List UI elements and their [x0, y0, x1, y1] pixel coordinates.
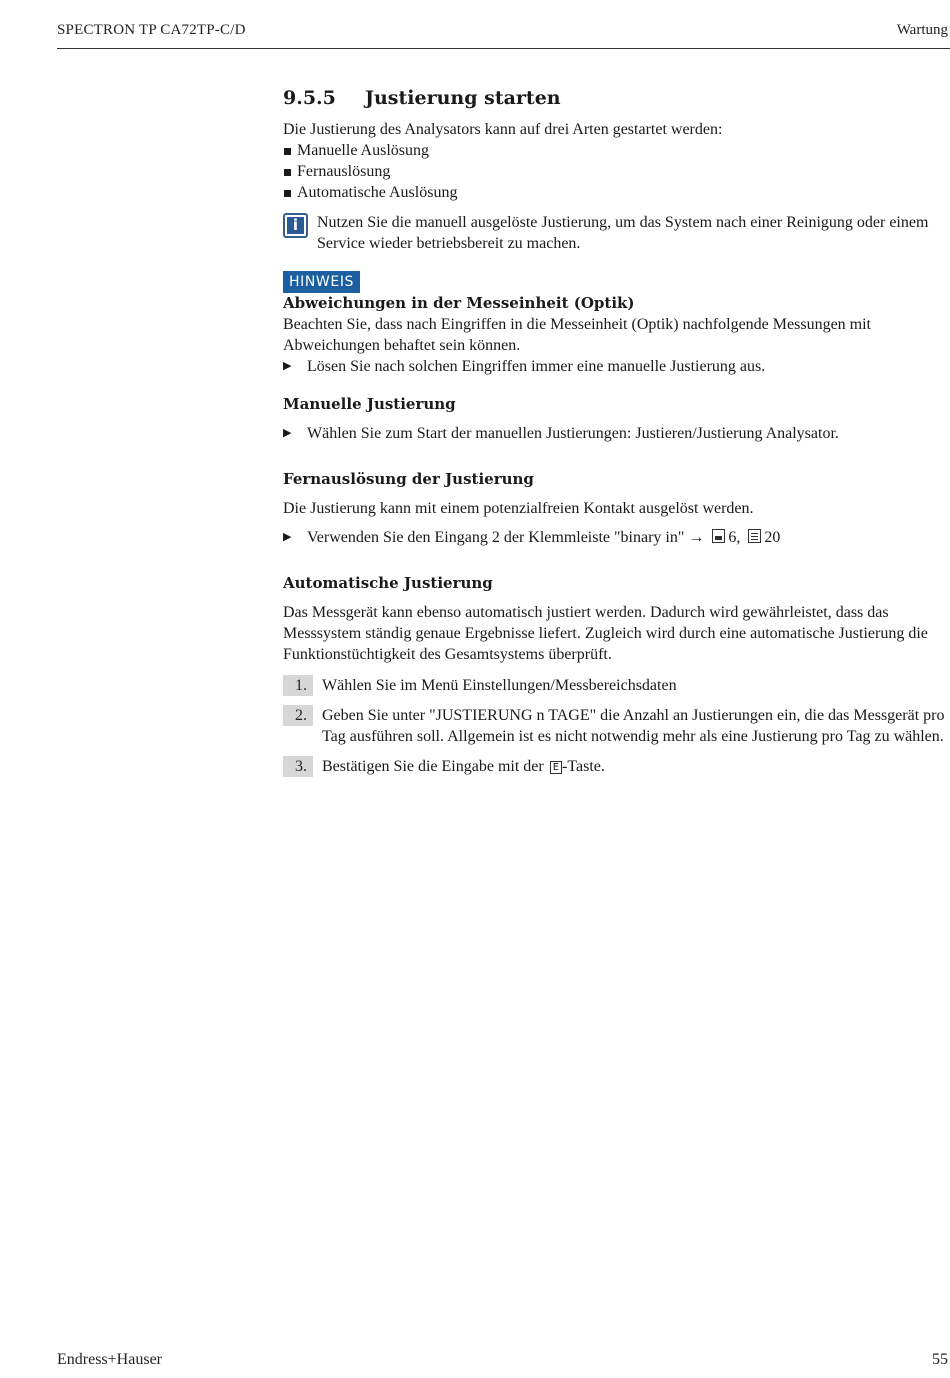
triangle-right-icon: ▶ [283, 427, 292, 439]
intro-paragraph: Die Justierung des Analysators kann auf drei Arten gestartet werden: [283, 121, 723, 138]
step-number: 2. [283, 705, 313, 726]
page-reference-icon [748, 529, 761, 543]
section-heading: Justierung starten [365, 87, 561, 109]
step-number: 1. [283, 675, 313, 696]
header-rule [57, 48, 950, 49]
notice-text: Beachten Sie, dass nach Eingriffen in die Messeinheit (Optik) nachfolgende Messungen mit Abweichungen behaftet sein können. [283, 316, 871, 354]
section-title [283, 88, 950, 109]
steps-list [283, 675, 950, 777]
remote-text: Die Justierung kann mit einem potenzialfreien Kontakt ausgelöst werden. [283, 500, 754, 517]
figure-reference: 6, [728, 529, 741, 546]
notice-action: ▶ Lösen Sie nach solchen Eingriffen immer eine manuelle Justierung aus. [283, 358, 766, 375]
step-item [283, 705, 950, 747]
list-item: Fernauslösung [283, 161, 950, 182]
header-product-name: SPECTRON TP CA72TP-C/D [57, 22, 246, 38]
notice-heading: Abweichungen in der Messeinheit (Optik) [283, 294, 635, 312]
list-item: Automatische Auslösung [283, 182, 950, 203]
remote-heading: Fernauslösung der Justierung [283, 470, 534, 488]
header-chapter: Wartung [896, 22, 948, 38]
figure-reference-icon [712, 529, 725, 543]
triangle-right-icon: ▶ [283, 531, 292, 543]
bullet-square-icon [284, 190, 291, 197]
remote-action: ▶ Verwenden Sie den Eingang 2 der Klemmleiste "binary in" → 6, 20 [283, 529, 781, 546]
page-content [283, 88, 950, 786]
info-text: Nutzen Sie die manuell ausgelöste Justierung, um das System nach einer Reinigung oder einem Service wieder betriebsbereit zu machen. [317, 214, 929, 252]
arrow-right-icon: → [688, 529, 705, 546]
list-item: Manuelle Auslösung [283, 140, 950, 161]
triangle-right-icon: ▶ [283, 360, 292, 372]
step-text: Geben Sie unter "JUSTIERUNG n TAGE" die Anzahl an Justierungen ein, die das Messgerät pro Tag ausführen soll. Allgemein ist es nicht notwendig mehr als eine Justierung pro Tag zu wählen. [322, 707, 945, 745]
auto-heading: Automatische Justierung [283, 574, 493, 592]
section-number: 9.5.5 [283, 87, 336, 109]
step-item [283, 756, 950, 777]
info-icon: i [283, 213, 308, 238]
notice-badge: HINWEIS [283, 271, 360, 293]
page-number: 55 [932, 1351, 948, 1368]
methods-list [283, 140, 950, 203]
bullet-square-icon [284, 148, 291, 155]
bullet-square-icon [284, 169, 291, 176]
step-number: 3. [283, 756, 313, 777]
step-item [283, 675, 950, 696]
page-reference: 20 [764, 529, 781, 546]
footer-brand: Endress+Hauser [57, 1351, 162, 1368]
auto-text: Das Messgerät kann ebenso automatisch justiert werden. Dadurch wird gewährleistet, dass das Messsystem ständig genaue Ergebnisse liefert. Zugleich wird durch eine automatische Justierung die Funktionstüchtigkeit des Gesamtsystems überprüft. [283, 604, 928, 663]
manual-heading: Manuelle Justierung [283, 395, 456, 413]
info-box [283, 212, 950, 254]
step-text: Wählen Sie im Menü Einstellungen/Messbereichsdaten [322, 677, 677, 694]
e-key-icon: E [550, 761, 562, 774]
step-text: Bestätigen Sie die Eingabe mit der E -Taste. [322, 758, 605, 775]
manual-action: ▶ Wählen Sie zum Start der manuellen Justierungen: Justieren/Justierung Analysator. [283, 425, 839, 442]
